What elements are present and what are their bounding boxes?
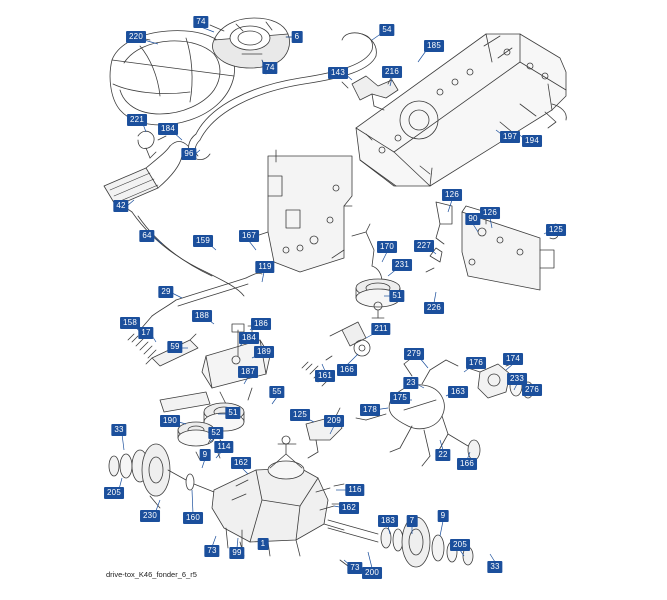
callout-184[interactable]: 184 <box>239 332 259 344</box>
callout-221[interactable]: 221 <box>127 114 147 126</box>
callout-205[interactable]: 205 <box>450 539 470 551</box>
callout-74[interactable]: 74 <box>262 62 277 74</box>
callout-143[interactable]: 143 <box>328 67 348 79</box>
callout-73[interactable]: 73 <box>347 562 362 574</box>
callout-209[interactable]: 209 <box>324 415 344 427</box>
callout-33[interactable]: 33 <box>487 561 502 573</box>
callout-125[interactable]: 125 <box>290 409 310 421</box>
callout-23[interactable]: 23 <box>403 377 418 389</box>
callout-114[interactable]: 114 <box>214 441 233 453</box>
callout-64[interactable]: 64 <box>139 230 154 242</box>
callout-220[interactable]: 220 <box>126 31 146 43</box>
callout-227[interactable]: 227 <box>414 240 434 252</box>
callout-126[interactable]: 126 <box>442 189 462 201</box>
callout-59[interactable]: 59 <box>167 341 182 353</box>
callout-158[interactable]: 158 <box>120 317 140 329</box>
callout-51[interactable]: 51 <box>225 407 240 419</box>
callout-159[interactable]: 159 <box>193 235 213 247</box>
callout-9[interactable]: 9 <box>200 449 211 461</box>
callout-42[interactable]: 42 <box>113 200 128 212</box>
callout-99[interactable]: 99 <box>229 547 244 559</box>
callout-187[interactable]: 187 <box>238 366 258 378</box>
callout-9[interactable]: 9 <box>438 510 449 522</box>
callout-188[interactable]: 188 <box>192 310 212 322</box>
callout-178[interactable]: 178 <box>360 404 380 416</box>
callout-162[interactable]: 162 <box>231 457 251 469</box>
callout-183[interactable]: 183 <box>378 515 398 527</box>
callout-197[interactable]: 197 <box>500 131 520 143</box>
callout-233[interactable]: 233 <box>507 373 527 385</box>
callout-230[interactable]: 230 <box>140 510 160 522</box>
callout-160[interactable]: 160 <box>183 512 203 524</box>
callout-170[interactable]: 170 <box>377 241 397 253</box>
callout-167[interactable]: 167 <box>239 230 259 242</box>
callout-163[interactable]: 163 <box>448 386 468 398</box>
callout-33[interactable]: 33 <box>111 424 126 436</box>
callout-6[interactable]: 6 <box>292 31 303 43</box>
callout-119[interactable]: 119 <box>255 261 274 273</box>
callout-96[interactable]: 96 <box>181 148 196 160</box>
callout-211[interactable]: 211 <box>371 323 390 335</box>
callout-52[interactable]: 52 <box>208 427 223 439</box>
callout-7[interactable]: 7 <box>407 515 418 527</box>
diagram-caption: drive-tox_K46_fonder_6_r5 <box>106 570 197 579</box>
callout-216[interactable]: 216 <box>382 66 402 78</box>
callout-185[interactable]: 185 <box>424 40 444 52</box>
callout-162[interactable]: 162 <box>339 502 359 514</box>
callout-1[interactable]: 1 <box>258 538 269 550</box>
callout-205[interactable]: 205 <box>104 487 124 499</box>
callout-17[interactable]: 17 <box>138 327 153 339</box>
callout-90[interactable]: 90 <box>465 213 480 225</box>
callout-51[interactable]: 51 <box>389 290 404 302</box>
callout-125[interactable]: 125 <box>546 224 566 236</box>
callout-55[interactable]: 55 <box>269 386 284 398</box>
callout-73[interactable]: 73 <box>204 545 219 557</box>
callout-54[interactable]: 54 <box>379 24 394 36</box>
callout-190[interactable]: 190 <box>160 415 180 427</box>
callout-279[interactable]: 279 <box>404 348 424 360</box>
callout-175[interactable]: 175 <box>390 392 410 404</box>
callout-176[interactable]: 176 <box>466 357 486 369</box>
callout-231[interactable]: 231 <box>392 259 412 271</box>
callout-74[interactable]: 74 <box>193 16 208 28</box>
callout-29[interactable]: 29 <box>158 286 173 298</box>
callout-166[interactable]: 166 <box>337 364 357 376</box>
callout-166[interactable]: 166 <box>457 458 477 470</box>
callout-194[interactable]: 194 <box>522 135 542 147</box>
callout-161[interactable]: 161 <box>315 370 335 382</box>
callout-200[interactable]: 200 <box>362 567 382 579</box>
callout-126[interactable]: 126 <box>480 207 500 219</box>
callout-189[interactable]: 189 <box>254 346 274 358</box>
callout-184[interactable]: 184 <box>158 123 178 135</box>
callout-174[interactable]: 174 <box>503 353 523 365</box>
callout-276[interactable]: 276 <box>522 384 542 396</box>
callout-226[interactable]: 226 <box>424 302 444 314</box>
callout-186[interactable]: 186 <box>251 318 271 330</box>
callout-116[interactable]: 116 <box>345 484 364 496</box>
callout-22[interactable]: 22 <box>435 449 450 461</box>
